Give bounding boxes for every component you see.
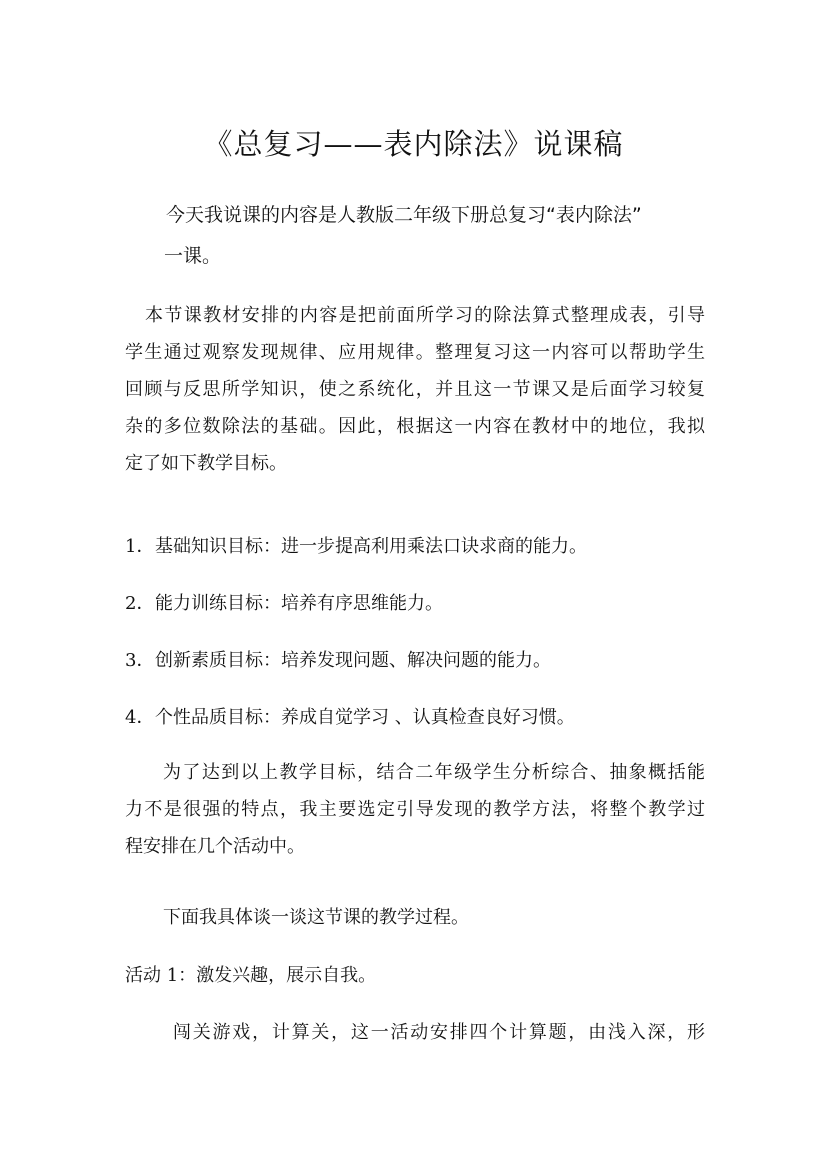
goal-item-3 xyxy=(125,646,551,676)
goal-text: 个性品质目标：养成自觉学习 、认真检查良好习惯。 xyxy=(155,707,575,728)
document-title: 《总复习——表内除法》说课稿 xyxy=(203,127,624,161)
intro-paragraph xyxy=(166,195,706,277)
paragraph-line: 学生通过观察发现规律、应用规律。整理复习这一内容可以帮助学生 xyxy=(125,342,705,363)
paragraph-textbook-content xyxy=(125,297,705,482)
paragraph-teaching-method xyxy=(125,754,705,865)
goal-text: 创新素质目标：培养发现问题、解决问题的能力。 xyxy=(155,650,551,671)
goal-text: 能力训练目标：培养有序思维能力。 xyxy=(155,593,443,614)
paragraph-line: 程安排在几个活动中。 xyxy=(125,836,305,857)
goal-text: 基础知识目标：进一步提高利用乘法口诀求商的能力。 xyxy=(155,536,587,557)
intro-line: 一课。 xyxy=(164,245,222,267)
goal-item-1 xyxy=(125,532,587,562)
goal-item-4 xyxy=(125,703,575,733)
goal-number: 3． xyxy=(125,650,155,671)
goal-number: 2． xyxy=(125,593,155,614)
paragraph-line: 本节课教材安排的内容是把前面所学习的除法算式整理成表，引导 xyxy=(145,305,705,326)
paragraph-process-intro: 下面我具体谈一谈这节课的教学过程。 xyxy=(163,907,469,928)
paragraph-line: 定了如下教学目标。 xyxy=(125,453,287,474)
paragraph-line: 回顾与反思所学知识，使之系统化，并且这一节课又是后面学习较复 xyxy=(125,379,705,400)
paragraph-activity-1 xyxy=(125,1018,705,1048)
goal-number: 4． xyxy=(125,707,155,728)
intro-line: 今天我说课的内容是人教版二年级下册总复习“表内除法” xyxy=(166,204,642,226)
paragraph-line: 杂的多位数除法的基础。因此，根据这一内容在教材中的地位，我拟 xyxy=(125,416,705,437)
goal-item-2 xyxy=(125,589,443,619)
paragraph-line: 力不是很强的特点，我主要选定引导发现的教学方法，将整个教学过 xyxy=(125,799,705,820)
paragraph-line: 为了达到以上教学目标，结合二年级学生分析综合、抽象概括能 xyxy=(163,762,705,783)
activity-1-heading: 活动 1：激发兴趣，展示自我。 xyxy=(125,965,377,986)
goal-number: 1． xyxy=(125,536,155,557)
paragraph-line: 闯关游戏，计算关，这一活动安排四个计算题，由浅入深，形 xyxy=(173,1022,705,1043)
